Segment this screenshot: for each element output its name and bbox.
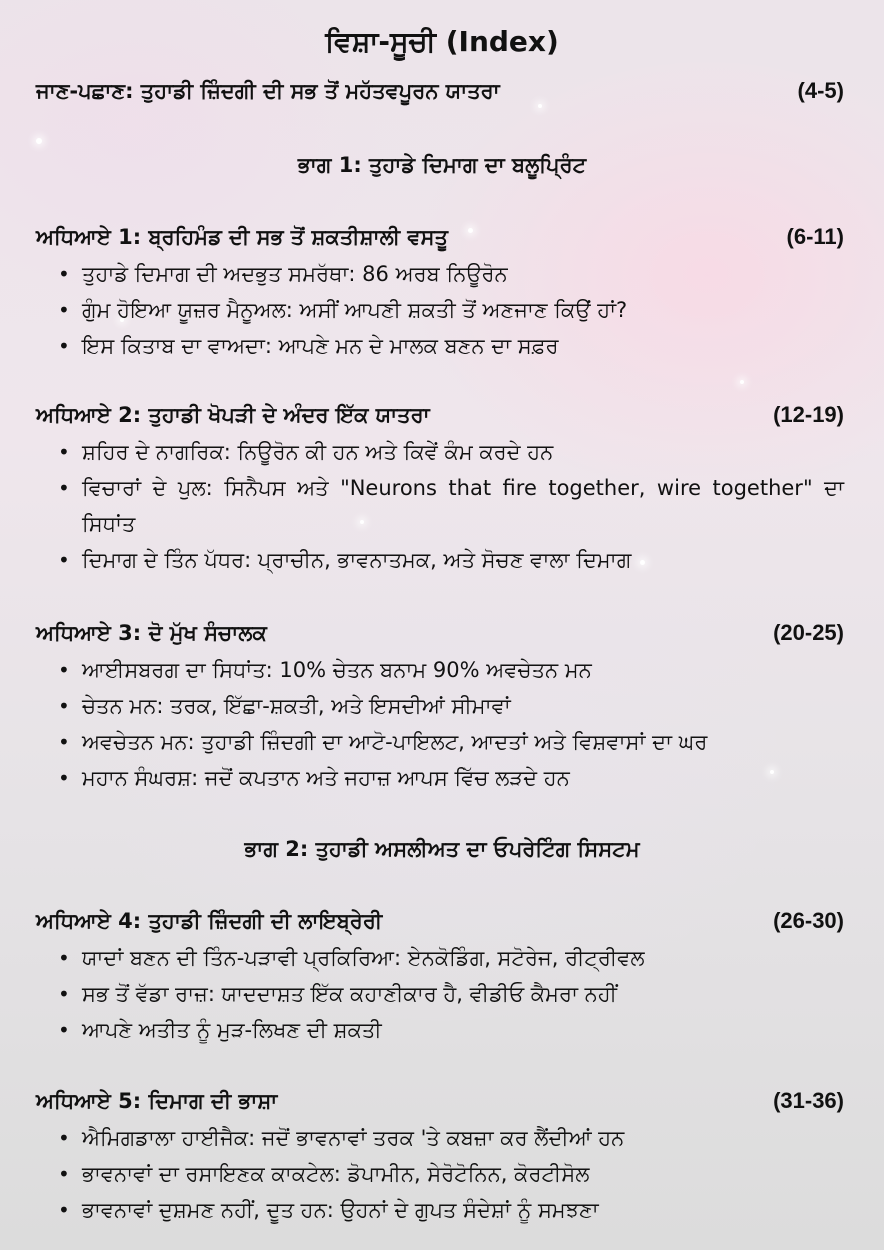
chapter-4 bbox=[36, 906, 846, 1048]
topic-item: • ਮਹਾਨ ਸੰਘਰਸ਼: ਜਦੋਂ ਕਪਤਾਨ ਅਤੇ ਜਹਾਜ਼ ਆਪਸ ਵਿੱਚ ਲੜਦੇ ਹਨ bbox=[82, 760, 846, 796]
chapter-pages: (6-11) bbox=[786, 224, 844, 249]
chapter-title: ਅਧਿਆਏ 3: ਦੋ ਮੁੱਖ ਸੰਚਾਲਕ bbox=[36, 621, 267, 645]
chapter-title: ਅਧਿਆਏ 1: ਬ੍ਰਹਿਮੰਡ ਦੀ ਸਭ ਤੋਂ ਸ਼ਕਤੀਸ਼ਾਲੀ ਵਸਤੂ bbox=[36, 225, 448, 249]
chapter-title: ਅਧਿਆਏ 2: ਤੁਹਾਡੀ ਖੋਪੜੀ ਦੇ ਅੰਦਰ ਇੱਕ ਯਾਤਰਾ bbox=[36, 403, 430, 427]
topic-item: • ਇਸ ਕਿਤਾਬ ਦਾ ਵਾਅਦਾ: ਆਪਣੇ ਮਨ ਦੇ ਮਾਲਕ ਬਣਨ ਦਾ ਸਫ਼ਰ bbox=[82, 328, 846, 364]
topic-item: • ਸ਼ਹਿਰ ਦੇ ਨਾਗਰਿਕ: ਨਿਊਰੋਨ ਕੀ ਹਨ ਅਤੇ ਕਿਵੇਂ ਕੰਮ ਕਰਦੇ ਹਨ bbox=[82, 434, 846, 470]
topic-item: • ਆਪਣੇ ਅਤੀਤ ਨੂੰ ਮੁੜ-ਲਿਖਣ ਦੀ ਸ਼ਕਤੀ bbox=[82, 1012, 846, 1048]
chapter-5 bbox=[36, 1086, 846, 1228]
topic-item: • ਸਭ ਤੋਂ ਵੱਡਾ ਰਾਜ਼: ਯਾਦਦਾਸ਼ਤ ਇੱਕ ਕਹਾਣੀਕਾਰ ਹੈ, ਵੀਡੀਓ ਕੈਮਰਾ ਨਹੀਂ bbox=[82, 976, 846, 1012]
chapter-pages: (12-19) bbox=[773, 402, 844, 427]
topic-item: • ਤੁਹਾਡੇ ਦਿਮਾਗ ਦੀ ਅਦਭੁਤ ਸਮਰੱਥਾ: 86 ਅਰਬ ਨਿਊਰੋਨ bbox=[82, 256, 846, 292]
chapter-1 bbox=[36, 222, 846, 364]
intro-pages: (4-5) bbox=[797, 78, 844, 103]
topic-item: • ਐਮਿਗਡਾਲਾ ਹਾਈਜੈਕ: ਜਦੋਂ ਭਾਵਨਾਵਾਂ ਤਰਕ 'ਤੇ ਕਬਜ਼ਾ ਕਰ ਲੈਂਦੀਆਂ ਹਨ bbox=[82, 1120, 846, 1156]
topic-item: • ਵਿਚਾਰਾਂ ਦੇ ਪੁਲ: ਸਿਨੈਪਸ ਅਤੇ "Neurons that fire together, wire together" ਦਾ ਸਿਧਾਂਤ bbox=[82, 470, 846, 542]
topic-item: • ਭਾਵਨਾਵਾਂ ਦੁਸ਼ਮਣ ਨਹੀਂ, ਦੂਤ ਹਨ: ਉਹਨਾਂ ਦੇ ਗੁਪਤ ਸੰਦੇਸ਼ਾਂ ਨੂੰ ਸਮਝਣਾ bbox=[82, 1192, 846, 1228]
chapter-topics bbox=[36, 652, 846, 796]
chapter-2 bbox=[36, 400, 846, 578]
part-1-heading: ਭਾਗ 1: ਤੁਹਾਡੇ ਦਿਮਾਗ ਦਾ ਬਲੂਪ੍ਰਿੰਟ bbox=[297, 153, 587, 177]
chapter-pages: (31-36) bbox=[773, 1088, 844, 1113]
topic-item: • ਚੇਤਨ ਮਨ: ਤਰਕ, ਇੱਛਾ-ਸ਼ਕਤੀ, ਅਤੇ ਇਸਦੀਆਂ ਸੀਮਾਵਾਂ bbox=[82, 688, 846, 724]
chapter-title: ਅਧਿਆਏ 5: ਦਿਮਾਗ ਦੀ ਭਾਸ਼ਾ bbox=[36, 1089, 278, 1113]
part-2-heading: ਭਾਗ 2: ਤੁਹਾਡੀ ਅਸਲੀਅਤ ਦਾ ਓਪਰੇਟਿੰਗ ਸਿਸਟਮ bbox=[244, 837, 640, 861]
chapter-title: ਅਧਿਆਏ 4: ਤੁਹਾਡੀ ਜ਼ਿੰਦਗੀ ਦੀ ਲਾਇਬ੍ਰੇਰੀ bbox=[36, 909, 383, 933]
topic-item: • ਦਿਮਾਗ ਦੇ ਤਿੰਨ ਪੱਧਰ: ਪ੍ਰਾਚੀਨ, ਭਾਵਨਾਤਮਕ, ਅਤੇ ਸੋਚਣ ਵਾਲਾ ਦਿਮਾਗ bbox=[82, 542, 846, 578]
topic-item: • ਗੁੰਮ ਹੋਇਆ ਯੂਜ਼ਰ ਮੈਨੂਅਲ: ਅਸੀਂ ਆਪਣੀ ਸ਼ਕਤੀ ਤੋਂ ਅਣਜਾਣ ਕਿਉਂ ਹਾਂ? bbox=[82, 292, 846, 328]
topic-item: • ਆਈਸਬਰਗ ਦਾ ਸਿਧਾਂਤ: 10% ਚੇਤਨ ਬਨਾਮ 90% ਅਵਚੇਤਨ ਮਨ bbox=[82, 652, 846, 688]
chapter-topics bbox=[36, 940, 846, 1048]
chapter-topics bbox=[36, 434, 846, 578]
topic-item: • ਅਵਚੇਤਨ ਮਨ: ਤੁਹਾਡੀ ਜ਼ਿੰਦਗੀ ਦਾ ਆਟੋ-ਪਾਇਲਟ, ਆਦਤਾਂ ਅਤੇ ਵਿਸ਼ਵਾਸਾਂ ਦਾ ਘਰ bbox=[82, 724, 846, 760]
chapter-topics bbox=[36, 256, 846, 364]
page-title: ਵਿਸ਼ਾ-ਸੂਚੀ (Index) bbox=[325, 25, 559, 58]
chapter-3 bbox=[36, 618, 846, 796]
topic-item: • ਯਾਦਾਂ ਬਣਨ ਦੀ ਤਿੰਨ-ਪੜਾਵੀ ਪ੍ਰਕਿਰਿਆ: ਏਨਕੋਡਿੰਗ, ਸਟੋਰੇਜ, ਰੀਟ੍ਰੀਵਲ bbox=[82, 940, 846, 976]
intro-label: ਜਾਣ-ਪਛਾਣ: ਤੁਹਾਡੀ ਜ਼ਿੰਦਗੀ ਦੀ ਸਭ ਤੋਂ ਮਹੱਤਵਪੂਰਨ ਯਾਤਰਾ bbox=[36, 79, 500, 103]
chapter-pages: (20-25) bbox=[773, 620, 844, 645]
intro-entry bbox=[36, 76, 846, 106]
chapter-pages: (26-30) bbox=[773, 908, 844, 933]
chapter-topics bbox=[36, 1120, 846, 1228]
topic-item: • ਭਾਵਨਾਵਾਂ ਦਾ ਰਸਾਇਣਕ ਕਾਕਟੇਲ: ਡੋਪਾਮੀਨ, ਸੇਰੋਟੋਨਿਨ, ਕੋਰਟੀਸੋਲ bbox=[82, 1156, 846, 1192]
